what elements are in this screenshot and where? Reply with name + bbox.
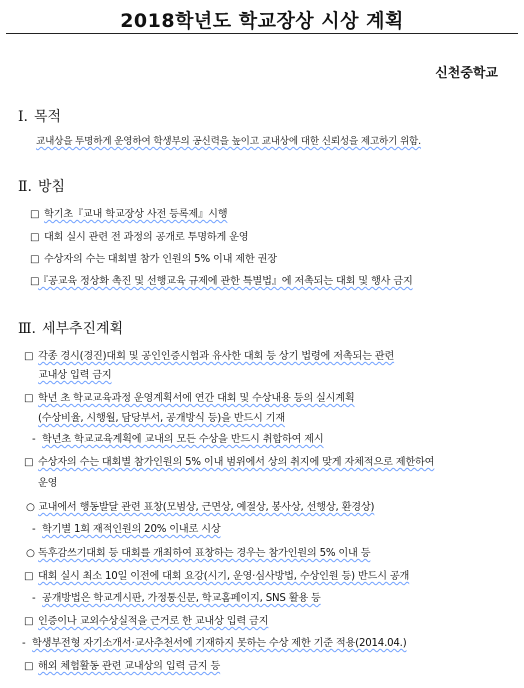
section-title: 방침	[37, 179, 66, 195]
plan-item-continued: (수상비율, 시행월, 담당부서, 공개방식 등)을 반드시 기재	[38, 413, 285, 424]
section-number: Ⅰ.	[18, 109, 28, 125]
section-number: Ⅲ.	[18, 321, 36, 337]
document-title: 2018학년도 학교장상 시상 계획	[120, 10, 404, 32]
section-title: 목적	[33, 109, 62, 125]
title-divider	[6, 33, 518, 34]
section-2-heading	[18, 176, 65, 196]
plan-subitem: ○ 독후감쓰기대회 등 대회를 개최하여 표창하는 경우는 참가인원의 5% 이내 등	[26, 548, 371, 559]
plan-subitem: - 학생부전형 자기소개서·교사추천서에 기재하지 못하는 수상 제한 기준 적용(2014.04.)	[22, 638, 407, 649]
section-number: Ⅱ.	[18, 179, 32, 195]
plan-item: □ 수상자의 수는 대회별 참가인원의 5% 이내 범위에서 상의 취지에 맞게 자체적으로 제한하여	[24, 457, 435, 468]
plan-item: □ 인증이나 교외수상실적을 근거로 한 교내상 입력 금지	[24, 616, 269, 627]
plan-subitem: - 학년초 학교교육계획에 교내의 모든 수상을 반드시 취합하여 제시	[32, 434, 324, 445]
plan-item: □ 대회 실시 최소 10일 이전에 대회 요강(시기, 운영·심사방법, 수상인원 등) 반드시 공개	[24, 571, 410, 582]
section-3-heading	[18, 318, 123, 338]
policy-item: □『공교육 정상화 촉진 및 선행교육 규제에 관한 특별법』에 저촉되는 대회 및 행사 금지	[30, 276, 413, 287]
school-name: 신천중학교	[435, 66, 498, 81]
plan-item: □ 학년 초 학교교육과정 운영계획서에 연간 대회 및 수상내용 등의 실시계획	[24, 393, 355, 404]
plan-item-continued: 교내상 입력 금지	[38, 370, 112, 381]
policy-item: □ 학기초『교내 학교장상 사전 등록제』시행	[30, 209, 228, 220]
section-title: 세부추진계획	[41, 321, 124, 337]
plan-subitem: - 학기별 1회 재적인원의 20% 이내로 시상	[32, 524, 221, 535]
plan-item: □ 해외 체험활동 관련 교내상의 입력 금지 등	[24, 661, 221, 672]
policy-item: □ 수상자의 수는 대회별 참가 인원의 5% 이내 제한 권장	[30, 254, 277, 265]
plan-item: □ 각종 경시(경진)대회 및 공인인증시험과 유사한 대회 등 상기 법령에 저촉되는 관련	[24, 351, 395, 362]
section-1-heading	[18, 106, 61, 126]
plan-item-continued: 운영	[38, 478, 58, 489]
plan-subitem: ○ 교내에서 행동발달 관련 표창(모범상, 근면상, 예절상, 봉사상, 선행상, 환경상)	[26, 502, 375, 513]
plan-subitem: - 공개방법은 학교게시판, 가정통신문, 학교홈페이지, SNS 활용 등	[32, 593, 321, 604]
policy-item: □ 대회 실시 관련 전 과정의 공개로 투명하게 운영	[30, 232, 249, 243]
purpose-text: 교내상을 투명하게 운영하여 학생부의 공신력을 높이고 교내상에 대한 신뢰성을 제고하기 위함.	[36, 136, 421, 147]
